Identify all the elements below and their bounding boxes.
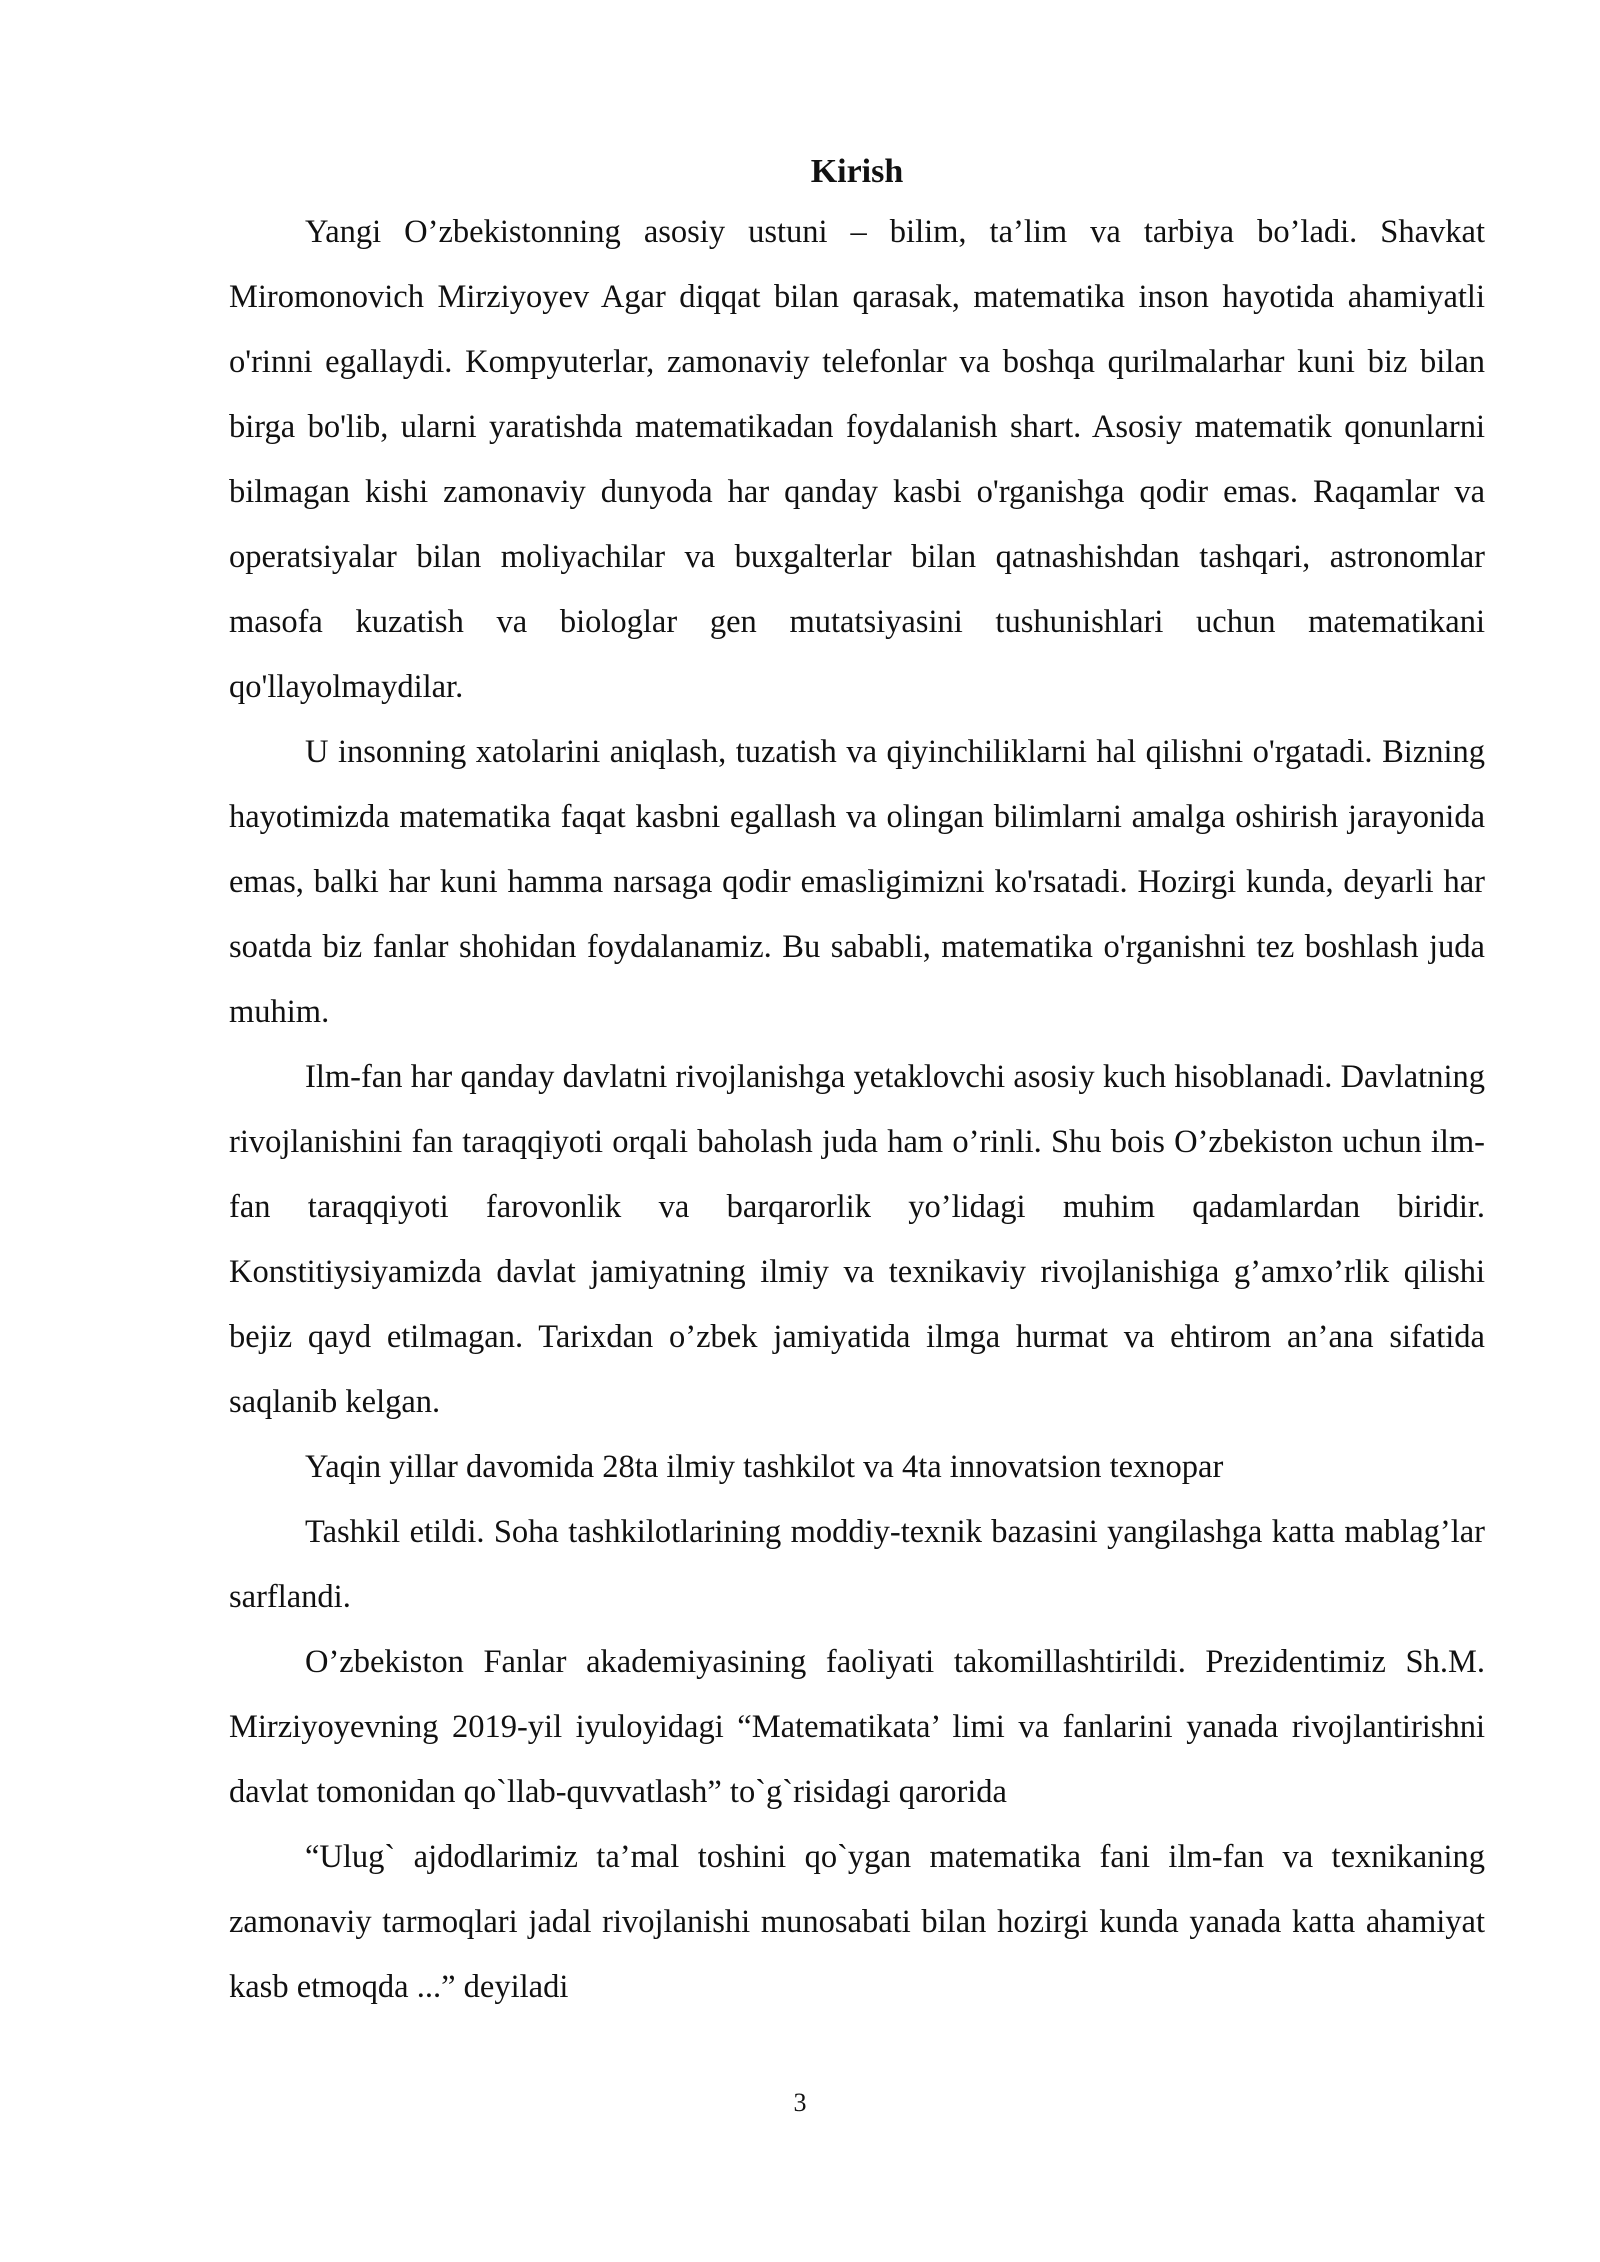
paragraph-5: Tashkil etildi. Soha tashkilotlarining moddiy-texnik bazasini yangilashga katta mablag’lar sarflandi. bbox=[229, 1514, 1485, 1615]
paragraph-7: “Ulug` ajdodlarimiz ta’mal toshini qo`ygan matematika fani ilm-fan va texnikaning zamonaviy tarmoqlari jadal rivojlanishi munosabati bilan hozirgi kunda yanada katta ahamiyat kasb etmoqda ...” deyiladi bbox=[229, 1839, 1485, 2005]
paragraph-3: Ilm-fan har qanday davlatni rivojlanishga yetaklovchi asosiy kuch hisoblanadi. Davlatning rivojlanishini fan taraqqiyoti orqali baholash juda ham o’rinli. Shu bois O’zbekiston uchun ilm-fan taraqqiyoti farovonlik va barqarorlik yo’lidagi muhim qadamlardan biridir. Konstitiysiyamizda davlat jamiyatning ilmiy va texnikaviy rivojlanishiga g’amxo’rlik qilishi bejiz qayd etilmagan. Tarixdan o’zbek jamiyatida ilmga hurmat va ehtirom an’ana sifatida saqlanib kelgan. bbox=[229, 1059, 1485, 1420]
page-number: 3 bbox=[793, 2088, 807, 2117]
page-title: Kirish bbox=[810, 153, 904, 190]
paragraph-6: O’zbekiston Fanlar akademiyasining faoliyati takomillashtirildi. Prezidentimiz Sh.M. Mirziyoyevning 2019-yil iyuloyidagi “Matematikata’ limi va fanlarini yanada rivojlantirishni davlat tomonidan qo`llab-quvvatlash” to`g`risidagi qarorida bbox=[229, 1644, 1485, 1810]
paragraph-4: Yaqin yillar davomida 28ta ilmiy tashkilot va 4ta innovatsion texnopar bbox=[305, 1449, 1224, 1485]
paragraph-2: U insonning xatolarini aniqlash, tuzatish va qiyinchiliklarni hal qilishni o'rgatadi. Bizning hayotimizda matematika faqat kasbni egallash va olingan bilimlarni amalga oshirish jarayonida emas, balki har kuni hamma narsaga qodir emasligimizni ko'rsatadi. Hozirgi kunda, deyarli har soatda biz fanlar shohidan foydalanamiz. Bu sababli, matematika o'rganishni tez boshlash juda muhim. bbox=[229, 734, 1485, 1030]
paragraph-1: Yangi O’zbekistonning asosiy ustuni – bilim, ta’lim va tarbiya bo’ladi. Shavkat Miromonovich Mirziyoyev Agar diqqat bilan qarasak, matematika inson hayotida ahamiyatli o'rinni egallaydi. Kompyuterlar, zamonaviy telefonlar va boshqa qurilmalarhar kuni biz bilan birga bo'lib, ularni yaratishda matematikadan foydalanish shart. Asosiy matematik qonunlarni bilmagan kishi zamonaviy dunyoda har qanday kasbi o'rganishga qodir emas. Raqamlar va operatsiyalar bilan moliyachilar va buxgalterlar bilan qatnashishdan tashqari, astronomlar masofa kuzatish va biologlar gen mutatsiyasini tushunishlari uchun matematikani qo'llayolmaydilar. bbox=[229, 214, 1485, 705]
page-content bbox=[229, 150, 1485, 2020]
